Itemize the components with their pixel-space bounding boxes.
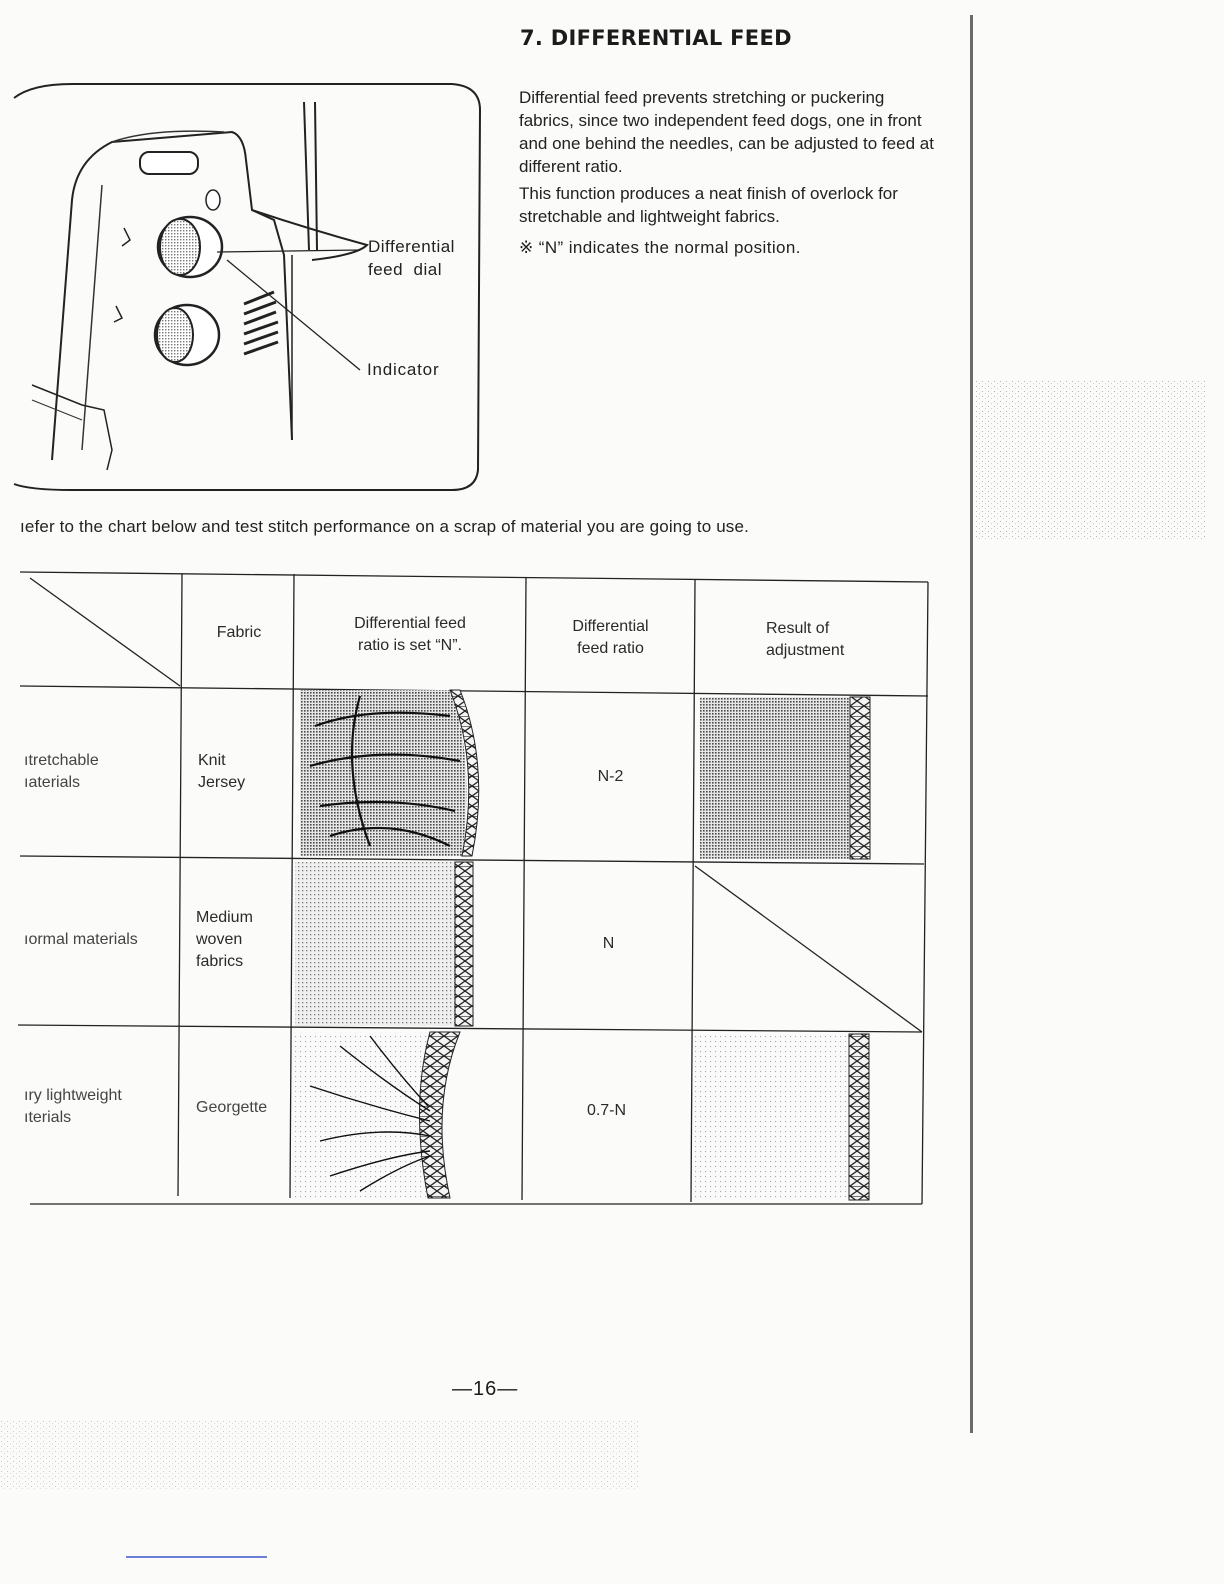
chart-intro: ıefer to the chart below and test stitch performance on a scrap of material you are going to use. [20,517,749,536]
top-knob [140,152,198,174]
row-ratio-n2: N-2 [597,768,624,785]
row-ratio-07n: 0.7-N [586,1102,627,1119]
machine-drawing [12,80,487,500]
normal-position-note: ※ “N” indicates the normal position. [519,238,801,257]
knit-puckered-sample [300,690,479,856]
woven-sample [295,862,473,1026]
georgette-result-sample [694,1034,869,1200]
row-material-lightweight: ıry lightweight ıterials [24,1087,122,1126]
header-result: Result of adjustment [766,620,845,659]
scan-noise-right [975,380,1205,540]
function-paragraph: This function produces a neat finish of overlock for stretchable and lightweight fabrics. [519,184,898,226]
machine-illustration [12,80,487,500]
row-fabric-knit: Knit Jersey [198,752,246,791]
scan-binding-edge [970,15,973,1433]
bottom-link-underline [126,1556,267,1558]
table-grid [10,566,935,1216]
machine-body [52,132,292,460]
georgette-stretched-sample [292,1032,460,1198]
row-fabric-georgette: Georgette [196,1099,268,1116]
header-fabric: Fabric [216,624,262,641]
dial-label-line2: feed dial [368,260,442,279]
row-material-normal: ıormal materials [24,931,138,948]
indicator-scale [244,292,278,354]
scan-noise-bottom [0,1420,640,1490]
indicator-label: Indicator [367,360,440,379]
row-ratio-n: N [602,935,615,952]
section-title: 7. DIFFERENTIAL FEED [520,26,792,50]
intro-paragraph: Differential feed prevents stretching or puckering fabrics, since two independent feed dogs, one in front and one behind the needles, can be adjusted to feed at different ratio. [519,88,934,176]
dial-label-line1: Differential [368,237,455,256]
adjustment-table [10,566,935,1216]
row-material-stretchable: ıtretchable ıaterials [24,752,99,791]
row-fabric-woven: Medium woven fabrics [196,909,253,970]
header-ratio: Differential feed ratio [572,618,649,657]
page-number: —16— [452,1378,519,1400]
knit-result-sample [700,697,870,859]
header-set-n: Differential feed ratio is set “N”. [354,615,466,654]
